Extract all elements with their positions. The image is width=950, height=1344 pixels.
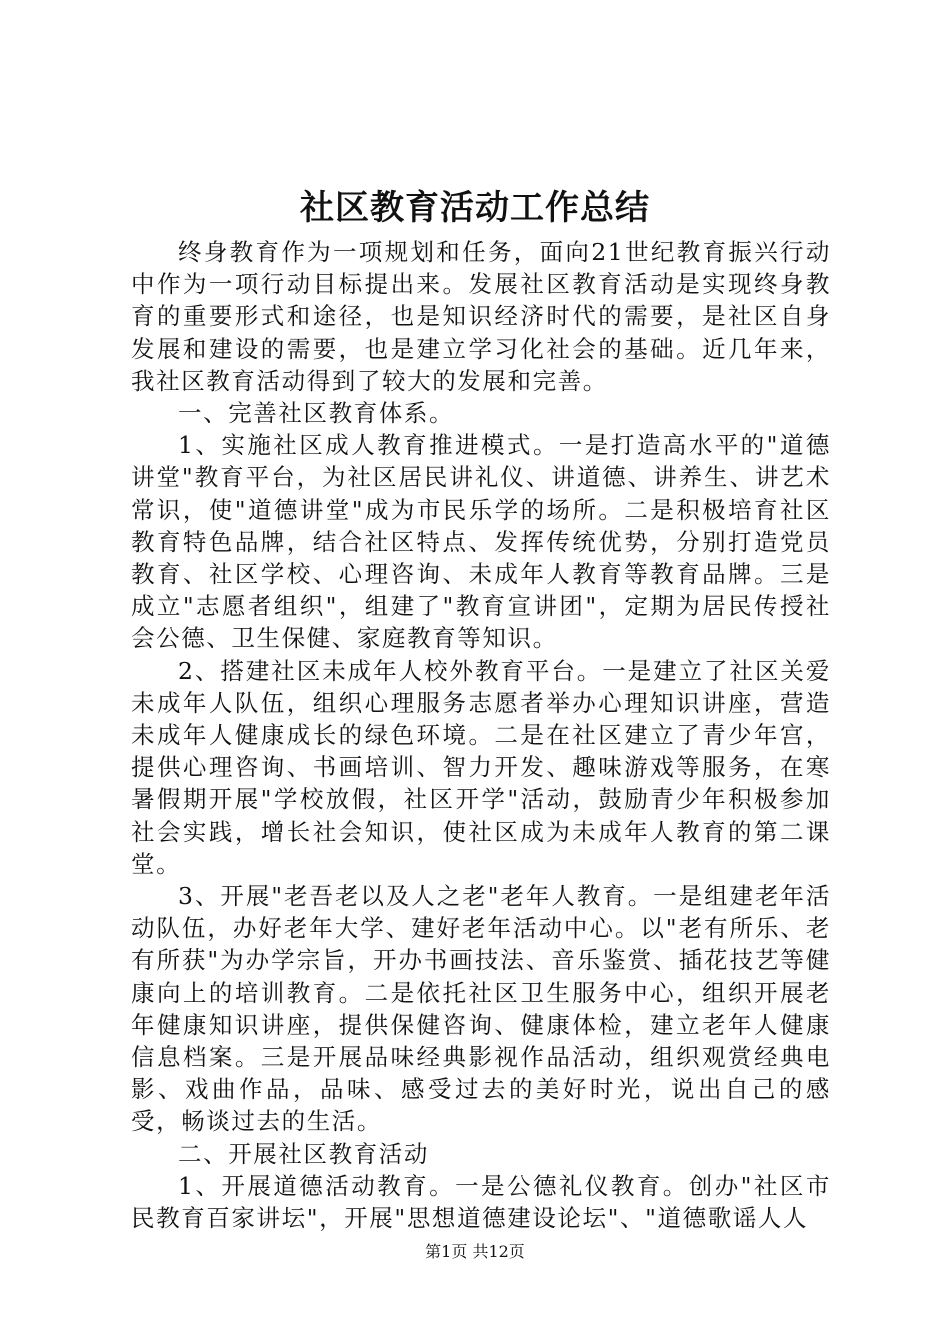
paragraph-1-3: 3、开展"老吾老以及人之老"老年人教育。一是组建老年活动队伍，办好老年大学、建好老年活动中心。以"老有所乐、老有所获"为办学宗旨，开办书画技法、音乐鉴赏、插花技艺等健康向上的培训教育。二是依托社区卫生服务中心，组织开展老年健康知识讲座，提供保健咨询、健康体检，建立老年人健康信息档案。三是开展品味经典影视作品活动，组织观赏经典电影、戏曲作品，品味、感受过去的美好时光，说出自己的感受，畅谈过去的生活。	[131, 882, 831, 1136]
paragraph-intro: 终身教育作为一项规划和任务，面向21世纪教育振兴行动中作为一项行动目标提出来。发展社区教育活动是实现终身教育的重要形式和途径，也是知识经济时代的需要，是社区自身发展和建设的需要，也是建立学习化社会的基础。近几年来，我社区教育活动得到了较大的发展和完善。	[131, 238, 831, 395]
page-footer: 第1页 共12页	[425, 1242, 525, 1261]
document-body	[131, 236, 831, 1234]
paragraph-2-1: 1、开展道德活动教育。一是公德礼仪教育。创办"社区市民教育百家讲坛"，开展"思想道德建设论坛"、"道德歌谣人人	[131, 1171, 831, 1233]
document-title: 社区教育活动工作总结	[300, 188, 650, 228]
paragraph-1-1: 1、实施社区成人教育推进模式。一是打造高水平的"道德讲堂"教育平台，为社区居民讲礼仪、讲道德、讲养生、讲艺术常识，使"道德讲堂"成为市民乐学的场所。二是积极培育社区教育特色品牌，结合社区特点、发挥传统优势，分别打造党员教育、社区学校、心理咨询、未成年人教育等教育品牌。三是成立"志愿者组织"，组建了"教育宣讲团"，定期为居民传授社会公德、卫生保健、家庭教育等知识。	[131, 431, 831, 653]
paragraph-1-2: 2、搭建社区未成年人校外教育平台。一是建立了社区关爱未成年人队伍，组织心理服务志愿者举办心理知识讲座，营造未成年人健康成长的绿色环境。二是在社区建立了青少年宫，提供心理咨询、书画培训、智力开发、趣味游戏等服务，在寒暑假期开展"学校放假，社区开学"活动，鼓励青少年积极参加社会实践，增长社会知识，使社区成为未成年人教育的第二课堂。	[131, 656, 831, 878]
section-heading-2: 二、开展社区教育活动	[178, 1139, 429, 1168]
section-heading-1: 一、完善社区教育体系。	[178, 399, 455, 428]
